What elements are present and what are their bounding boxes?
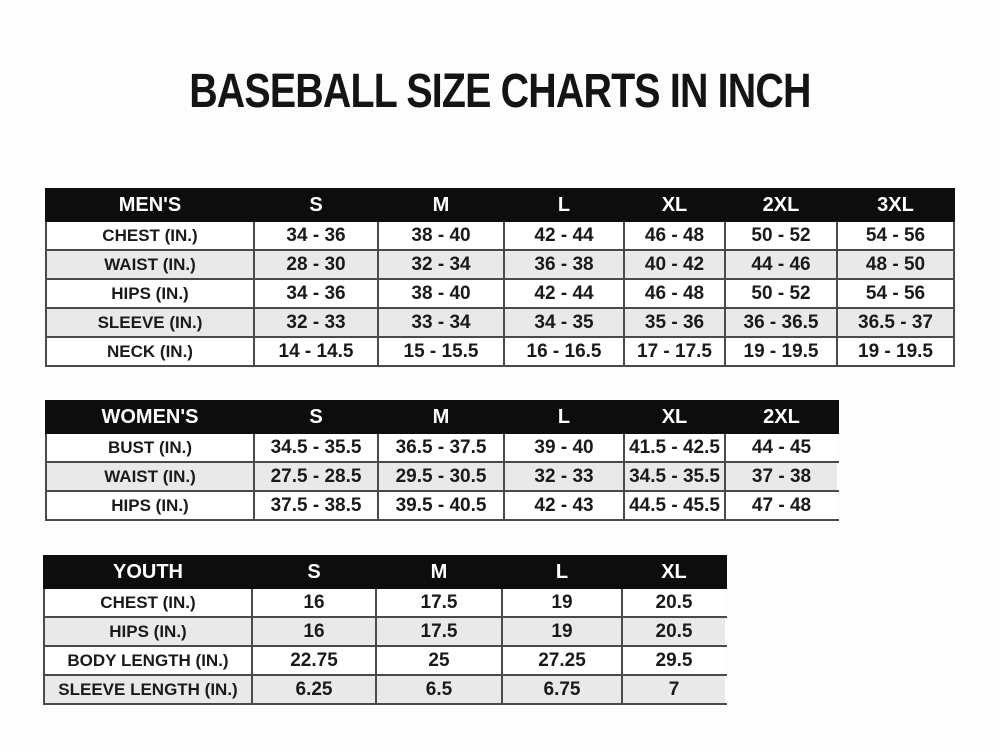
value-cell: 37.5 - 38.5 [254, 491, 378, 520]
mens-row-neck [46, 337, 954, 366]
value-cell: 27.5 - 28.5 [254, 462, 378, 491]
value-cell: 38 - 40 [378, 221, 504, 250]
youth-size-table [43, 555, 727, 705]
value-cell: 44 - 45 [725, 433, 838, 462]
value-cell: 19 - 19.5 [725, 337, 837, 366]
value-cell: 34 - 35 [504, 308, 624, 337]
value-cell: 27.25 [502, 646, 622, 675]
womens-header-xl: XL [624, 401, 725, 433]
value-cell: 36 - 38 [504, 250, 624, 279]
row-label: HIPS (IN.) [46, 279, 254, 308]
value-cell: 35 - 36 [624, 308, 725, 337]
value-cell: 42 - 43 [504, 491, 624, 520]
value-cell: 34 - 36 [254, 279, 378, 308]
page-title-text: BASEBALL SIZE CHARTS IN INCH [189, 65, 811, 118]
value-cell: 29.5 [622, 646, 726, 675]
value-cell: 19 [502, 588, 622, 617]
womens-header-m: M [378, 401, 504, 433]
mens-header-xl: XL [624, 189, 725, 221]
value-cell: 50 - 52 [725, 279, 837, 308]
value-cell: 38 - 40 [378, 279, 504, 308]
value-cell: 6.25 [252, 675, 376, 704]
row-label: HIPS (IN.) [44, 617, 252, 646]
youth-row-chest [44, 588, 726, 617]
value-cell: 42 - 44 [504, 279, 624, 308]
value-cell: 16 [252, 617, 376, 646]
value-cell: 40 - 42 [624, 250, 725, 279]
value-cell: 54 - 56 [837, 279, 954, 308]
womens-size-table [45, 400, 839, 521]
value-cell: 36.5 - 37 [837, 308, 954, 337]
value-cell: 17 - 17.5 [624, 337, 725, 366]
row-label: WAIST (IN.) [46, 462, 254, 491]
value-cell: 34.5 - 35.5 [254, 433, 378, 462]
value-cell: 32 - 34 [378, 250, 504, 279]
mens-header-m: M [378, 189, 504, 221]
mens-row-chest [46, 221, 954, 250]
womens-row-waist [46, 462, 838, 491]
youth-header-l: L [502, 556, 622, 588]
mens-header-title: MEN'S [46, 189, 254, 221]
value-cell: 39.5 - 40.5 [378, 491, 504, 520]
value-cell: 34.5 - 35.5 [624, 462, 725, 491]
youth-row-body-length [44, 646, 726, 675]
mens-row-hips [46, 279, 954, 308]
value-cell: 36.5 - 37.5 [378, 433, 504, 462]
youth-header-s: S [252, 556, 376, 588]
mens-header-l: L [504, 189, 624, 221]
mens-header-2xl: 2XL [725, 189, 837, 221]
womens-header-2xl: 2XL [725, 401, 838, 433]
value-cell: 25 [376, 646, 502, 675]
row-label: BODY LENGTH (IN.) [44, 646, 252, 675]
womens-header-l: L [504, 401, 624, 433]
value-cell: 33 - 34 [378, 308, 504, 337]
value-cell: 36 - 36.5 [725, 308, 837, 337]
row-label: HIPS (IN.) [46, 491, 254, 520]
value-cell: 41.5 - 42.5 [624, 433, 725, 462]
value-cell: 46 - 48 [624, 279, 725, 308]
value-cell: 50 - 52 [725, 221, 837, 250]
mens-header-3xl: 3XL [837, 189, 954, 221]
value-cell: 6.75 [502, 675, 622, 704]
value-cell: 32 - 33 [504, 462, 624, 491]
youth-row-sleeve-length [44, 675, 726, 704]
value-cell: 22.75 [252, 646, 376, 675]
youth-header-m: M [376, 556, 502, 588]
womens-header-s: S [254, 401, 378, 433]
mens-row-sleeve [46, 308, 954, 337]
value-cell: 39 - 40 [504, 433, 624, 462]
value-cell: 47 - 48 [725, 491, 838, 520]
value-cell: 28 - 30 [254, 250, 378, 279]
value-cell: 15 - 15.5 [378, 337, 504, 366]
womens-table-header [46, 401, 838, 433]
mens-table-header [46, 189, 954, 221]
row-label: SLEEVE (IN.) [46, 308, 254, 337]
row-label: CHEST (IN.) [46, 221, 254, 250]
value-cell: 19 [502, 617, 622, 646]
header-row [46, 401, 838, 433]
value-cell: 7 [622, 675, 726, 704]
youth-row-hips [44, 617, 726, 646]
value-cell: 17.5 [376, 588, 502, 617]
value-cell: 19 - 19.5 [837, 337, 954, 366]
womens-row-bust [46, 433, 838, 462]
value-cell: 44.5 - 45.5 [624, 491, 725, 520]
womens-row-hips [46, 491, 838, 520]
value-cell: 37 - 38 [725, 462, 838, 491]
header-row [44, 556, 726, 588]
value-cell: 6.5 [376, 675, 502, 704]
row-label: CHEST (IN.) [44, 588, 252, 617]
value-cell: 20.5 [622, 617, 726, 646]
womens-header-title: WOMEN'S [46, 401, 254, 433]
mens-header-s: S [254, 189, 378, 221]
row-label: BUST (IN.) [46, 433, 254, 462]
header-row [46, 189, 954, 221]
value-cell: 44 - 46 [725, 250, 837, 279]
value-cell: 20.5 [622, 588, 726, 617]
youth-header-title: YOUTH [44, 556, 252, 588]
value-cell: 16 [252, 588, 376, 617]
value-cell: 32 - 33 [254, 308, 378, 337]
value-cell: 16 - 16.5 [504, 337, 624, 366]
mens-row-waist [46, 250, 954, 279]
value-cell: 34 - 36 [254, 221, 378, 250]
value-cell: 29.5 - 30.5 [378, 462, 504, 491]
mens-size-table [45, 188, 955, 367]
value-cell: 14 - 14.5 [254, 337, 378, 366]
value-cell: 54 - 56 [837, 221, 954, 250]
value-cell: 48 - 50 [837, 250, 954, 279]
row-label: SLEEVE LENGTH (IN.) [44, 675, 252, 704]
youth-header-xl: XL [622, 556, 726, 588]
row-label: WAIST (IN.) [46, 250, 254, 279]
youth-table-header [44, 556, 726, 588]
value-cell: 46 - 48 [624, 221, 725, 250]
value-cell: 42 - 44 [504, 221, 624, 250]
value-cell: 17.5 [376, 617, 502, 646]
row-label: NECK (IN.) [46, 337, 254, 366]
page-title [0, 64, 1000, 119]
